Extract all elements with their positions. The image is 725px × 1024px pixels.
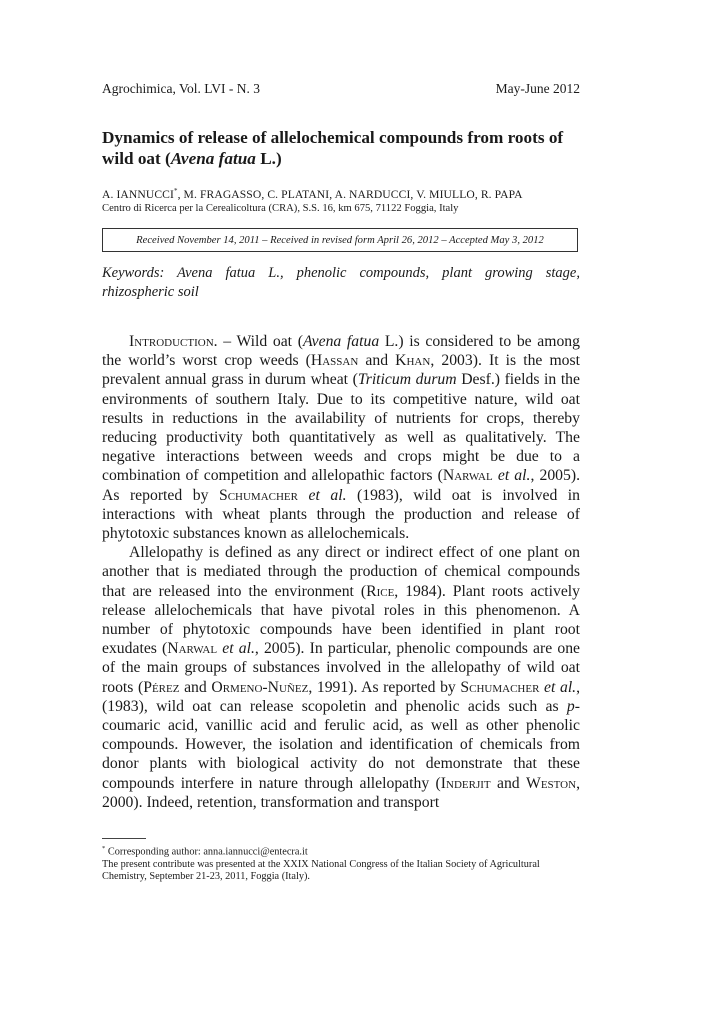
- author-list: A. IANNUCCI*, M. FRAGASSO, C. PLATANI, A. NARDUCCI, V. MIULLO, R. PAPA: [102, 187, 523, 201]
- footnotes: [102, 843, 580, 884]
- corresponding-author-note: * Corresponding author: anna.iannucci@entecra.it: [102, 845, 308, 858]
- paragraph-introduction: Introduction. – Wild oat (Avena fatua L.) is considered to be among the world’s worst crop weeds (Hassan and Khan, 2003). It is the most prevalent annual grass in durum wheat (Triticum durum Desf.) fields in the environments of southern Italy. Due to its competitive nature, wild oat results in reductions in the availability of nutrients for crops, thereby reducing productivity both quantitatively as well as qualitatively. The negative interactions between weeds and crops might be due to a combination of competition and allelopathic factors (Narwal et al., 2005). As reported by Schumacher et al. (1983), wild oat is involved in interactions with wheat plants through the production and release of phytotoxic substances known as allelochemicals.: [102, 333, 581, 543]
- received-dates-box: [102, 228, 578, 252]
- received-dates: Received November 14, 2011 – Received in revised form April 26, 2012 – Accepted May 3, 2012: [136, 234, 544, 246]
- running-header: [102, 81, 580, 97]
- journal-citation: Agrochimica, Vol. LVI - N. 3: [102, 81, 260, 96]
- issue-date: May-June 2012: [495, 81, 580, 96]
- footnote-divider: [102, 838, 146, 839]
- body-text: [102, 332, 580, 812]
- article-title: Dynamics of release of allelochemical compounds from roots of wild oat (Avena fatua L.): [102, 128, 564, 168]
- paragraph-allelopathy: Allelopathy is defined as any direct or indirect effect of one plant on another that is mediated through the production of chemical compounds that are released into the environment (Rice, 1984). Plant roots actively release allelochemicals that have pivotal roles in this phenomenon. A number of phytotoxic compounds have been identified in plant root exudates (Narwal et al., 2005). In particular, phenolic compounds are one of the main groups of substances involved in the allelopathy of wild oat roots (Pérez and Ormeno-Nuñez, 1991). As reported by Schumacher et al., (1983), wild oat can release scopoletin and phenolic acids such as p-coumaric acid, vanillic acid and ferulic acid, as well as other phenolic compounds. However, the isolation and identification of chemicals from donor plants with biological activity do not demonstrate that these compounds interfere in nature through allelopathy (Inderjit and Weston, 2000). Indeed, retention, transformation and transport: [102, 544, 581, 811]
- congress-note: The present contribute was presented at the XXIX National Congress of the Italian Society of Agricultural Chemistry, September 21-23, 2011, Foggia (Italy).: [102, 858, 540, 883]
- affiliation: Centro di Ricerca per la Cerealicoltura (CRA), S.S. 16, km 675, 71122 Foggia, Italy: [102, 203, 459, 214]
- keywords: Keywords: Avena fatua L., phenolic compounds, plant growing stage, rhizospheric soil: [102, 265, 580, 300]
